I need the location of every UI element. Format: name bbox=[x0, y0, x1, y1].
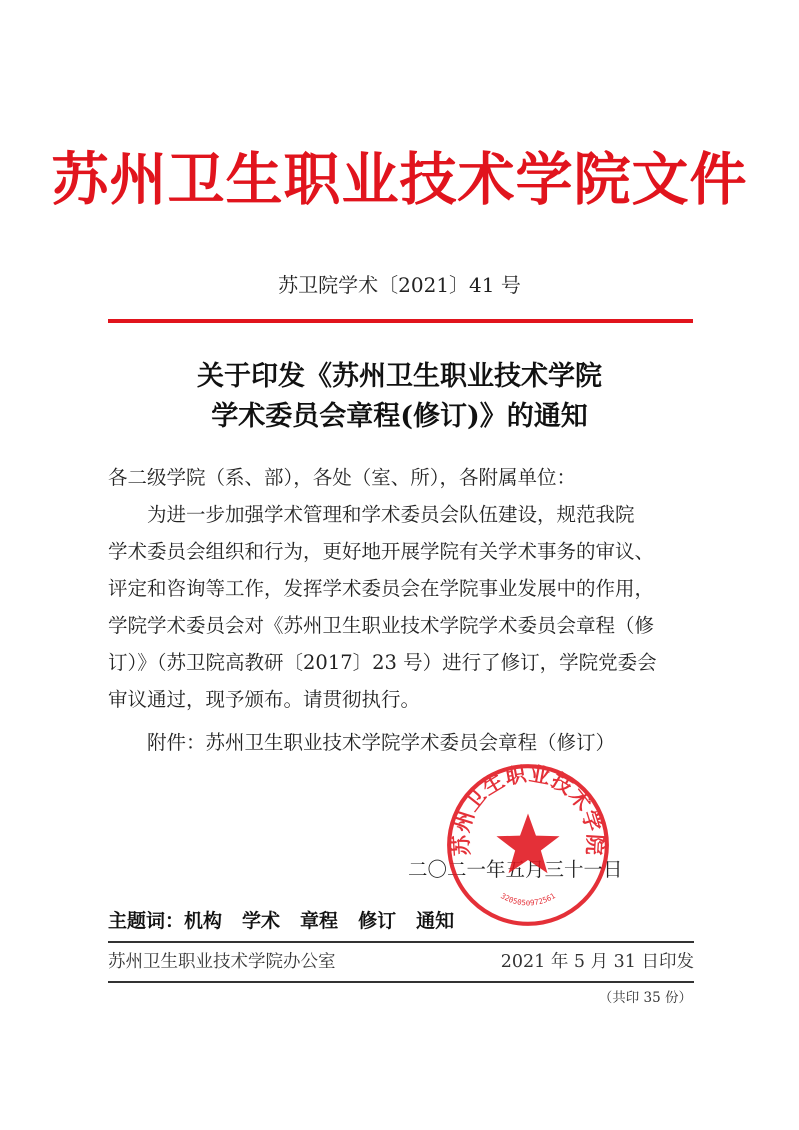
subject-keyword: 机构 bbox=[184, 910, 223, 932]
document-title-line-2: 学术委员会章程(修订)》的通知 bbox=[211, 401, 588, 432]
subject-keyword: 通知 bbox=[416, 910, 455, 932]
subject-label: 主题词： bbox=[108, 910, 185, 932]
issue-date: 二〇二一年五月三十一日 bbox=[408, 858, 623, 881]
body-paragraph-line: 评定和咨询等工作，发挥学术委员会在学院事业发展中的作用， bbox=[108, 577, 655, 600]
document-number: 苏卫院学术〔2021〕41 号 bbox=[278, 273, 521, 297]
subject-keyword: 学术 bbox=[242, 910, 281, 932]
subject-keyword: 修订 bbox=[358, 910, 397, 932]
recipients-line: 各二级学院（系、部），各处（室、所），各附属单位： bbox=[108, 466, 577, 489]
document-title-line-1: 关于印发《苏州卫生职业技术学院 bbox=[197, 361, 602, 392]
print-date: 2021 年 5 月 31 日印发 bbox=[500, 952, 694, 972]
red-separator-line bbox=[108, 319, 693, 323]
footer-rule-top bbox=[108, 941, 694, 943]
seal-code-text: 3205050972561 bbox=[499, 891, 557, 908]
svg-text:3205050972561 bbox=[499, 891, 557, 907]
footer-rule-bottom bbox=[108, 981, 694, 983]
body-paragraph-line: 审议通过，现予颁布。请贯彻执行。 bbox=[108, 688, 421, 711]
body-paragraph-line: 订）》（苏卫院高教研〔2017〕23 号）进行了修订，学院党委会 bbox=[108, 651, 657, 674]
issuer-heading: 苏州卫生职业技术学院文件 bbox=[51, 146, 748, 213]
seal-org-text: 苏州卫生职业技术学院 bbox=[448, 762, 608, 857]
attachment-line: 附件：苏州卫生职业技术学院学术委员会章程（修订） bbox=[108, 731, 616, 754]
copies-count: （共印 35 份） bbox=[598, 990, 692, 1006]
official-seal-stamp bbox=[445, 762, 611, 928]
issuing-office: 苏州卫生职业技术学院办公室 bbox=[108, 952, 336, 972]
body-paragraph-line: 为进一步加强学术管理和学术委员会队伍建设，规范我院 bbox=[108, 503, 635, 526]
subject-keyword: 章程 bbox=[300, 910, 339, 932]
body-paragraph-line: 学术委员会组织和行为，更好地开展学院有关学术事务的审议、 bbox=[108, 540, 655, 563]
body-paragraph-line: 学院学术委员会对《苏州卫生职业技术学院学术委员会章程（修 bbox=[108, 614, 655, 637]
subject-keywords bbox=[108, 906, 474, 936]
